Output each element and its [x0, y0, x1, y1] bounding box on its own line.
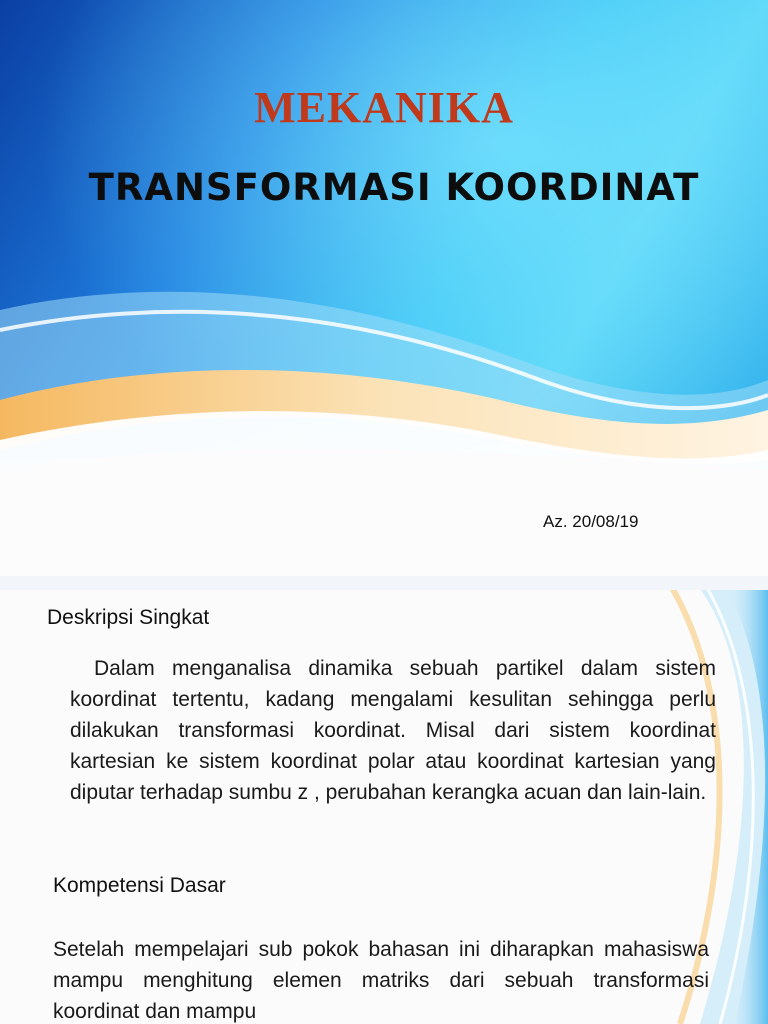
section-heading-description: Deskripsi Singkat — [47, 606, 210, 629]
author-date: Az. 20/08/19 — [543, 512, 639, 531]
section-heading-competence: Kompetensi Dasar — [53, 874, 226, 897]
presentation-subtitle: TRANSFORMASI KOORDINAT — [88, 166, 700, 209]
description-paragraph: Dalam menganalisa dinamika sebuah partikel dalam sistem koordinat tertentu, kadang mengalami kesulitan sehingga perlu dilakukan transformasi koordinat. Misal dari sistem koordinat kartesian ke sistem koordinat polar atau koordinat kartesian yang diputar terhadap sumbu z , perubahan kerangka acuan dan lain-lain. — [70, 657, 716, 804]
presentation-title: MEKANIKA — [254, 83, 514, 132]
competence-paragraph: Setelah mempelajari sub pokok bahasan ini diharapkan mahasiswa mampu menghitung elemen matriks dari sebuah transformasi koordinat dan mampu — [53, 938, 709, 1023]
content-slide — [0, 576, 768, 1024]
